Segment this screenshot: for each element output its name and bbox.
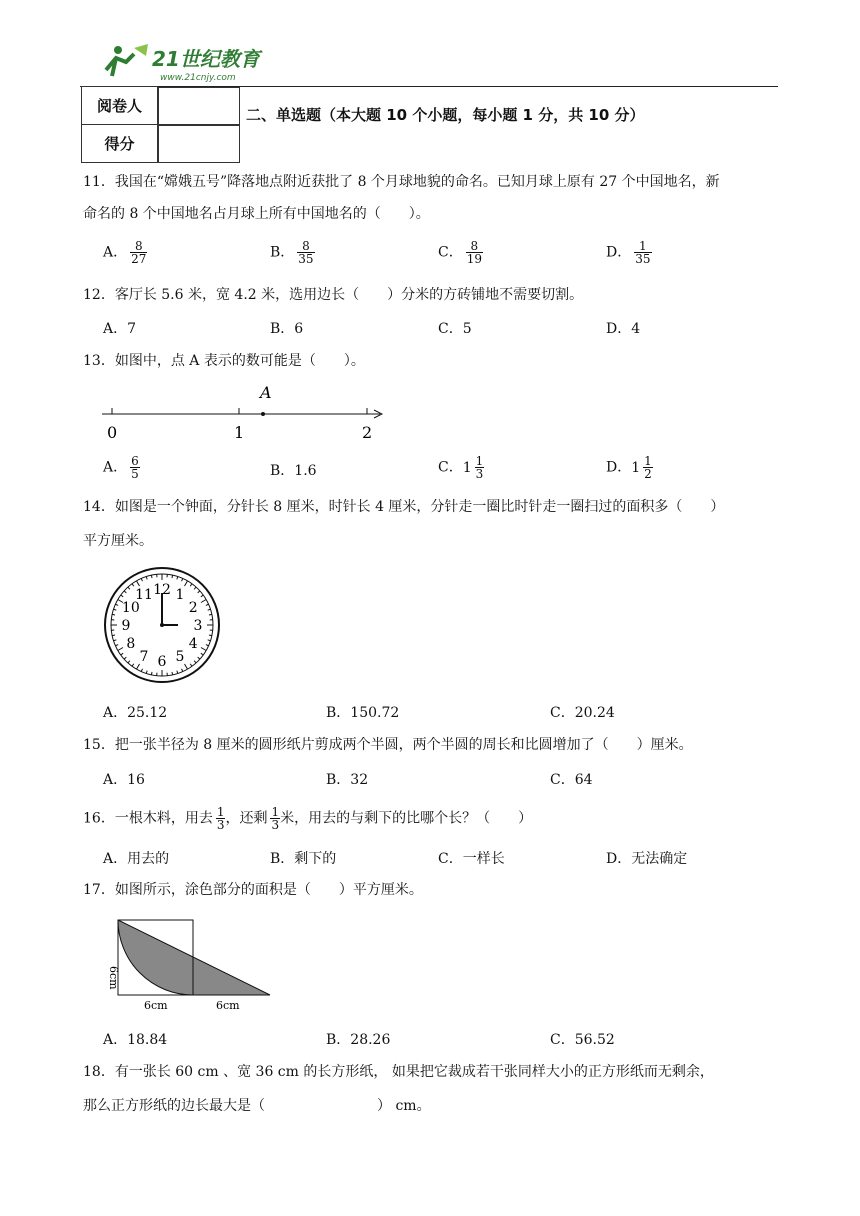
clock-tick [208,640,211,641]
score-label: 得分 [82,125,158,163]
logo-url: www.21cnjy.com [160,73,236,83]
clock-tick [137,581,140,586]
q14-line2: 平方厘米。 [83,533,153,549]
number-line-figure [98,378,388,444]
clock-tick [146,576,147,579]
clock-tick [182,578,183,581]
clock-tick [121,653,123,655]
q13-option-a[interactable]: A． $\frac{6}{5}$ [103,454,139,481]
clock-tick [182,669,183,672]
clock-tick [113,640,116,641]
q11-line1: 11．我国在“嫦娥五号”降落地点附近获批了 8 个月球地貌的命名。已知月球上原有 27 个中国地名，新 [83,174,720,190]
clock-tick [206,604,209,605]
clock-tick [194,587,196,589]
q12-option-a[interactable]: A．7 [103,321,137,337]
q12-text: 12．客厅长 5.6 米，宽 4.2 米，选用边长（ ）分米的方砖铺地不需要切割。 [83,287,584,303]
shaded-area-figure [98,912,278,1016]
clock-number: 8 [126,636,136,652]
q15-text: 15．把一张半径为 8 厘米的圆形纸片剪成两个半圆，两个半圆的周长和比圆增加了（ ）厘米。 [83,737,693,753]
clock-tick [141,578,142,581]
bottom-left-label: 6cm [144,999,168,1012]
logo [100,40,280,85]
tick-label-2: 2 [362,423,373,442]
clock-tick [112,635,115,636]
q17-option-c[interactable]: C．56.52 [550,1032,615,1048]
clock-number: 12 [153,582,171,598]
bottom-right-label: 6cm [216,999,240,1012]
q14-line1: 14．如图是一个钟面，分针长 8 厘米，时针长 4 厘米，分针走一圈比时针走一圈扫过的面积多（ ） [83,499,725,515]
section-title: 二、单选题（本大题 10 个小题，每小题 1 分，共 10 分） [246,106,645,124]
tick-label-0: 0 [107,423,118,442]
clock-tick [172,672,173,675]
clock-tick [128,587,130,589]
clock-tick [198,657,200,659]
clock-tick [115,645,118,646]
q11-option-c[interactable]: C． $\frac{8}{19}$ [438,239,482,266]
clock-tick [112,614,115,615]
clock-tick [209,614,212,615]
clock-tick [201,648,206,651]
clock-tick [209,635,212,636]
clock-tick [151,672,152,675]
clock-number: 1 [175,586,185,603]
side-label: 6cm [107,966,120,990]
clock-number: 2 [188,600,198,616]
clock-number: 4 [188,636,198,652]
q13-option-d[interactable]: D．1 $\frac{1}{2}$ [606,454,652,481]
clock-tick [121,595,123,597]
q17-text: 17．如图所示，涂色部分的面积是（ ）平方厘米。 [83,882,423,898]
q11-line2: 命名的 8 个中国地名占月球上所有中国地名的（ ）。 [83,206,430,222]
q18-line1: 18．有一张长 60 cm 、宽 36 cm 的长方形纸， 如果把它裁成若干张同样大小的正方形纸而无剩余， [83,1064,714,1080]
q16-option-c[interactable]: C．一样长 [438,851,505,867]
q14-option-a[interactable]: A．25.12 [103,705,168,721]
clock-tick [118,648,123,651]
clock-tick [208,609,211,610]
clock-figure [102,565,222,685]
q17-option-a[interactable]: A．18.84 [103,1032,168,1048]
clock-tick [185,664,188,669]
clock-number: 10 [121,600,140,616]
q18-line2: 那么正方形纸的边长最大是（ ） cm。 [83,1098,431,1114]
grader-label: 阅卷人 [82,87,158,125]
clock-tick [198,591,200,593]
point-a [261,412,265,416]
q13-option-b[interactable]: B．1.6 [270,463,317,479]
clock-tick [172,575,173,578]
grader-cell[interactable] [158,87,240,125]
q11-option-b[interactable]: B． $\frac{8}{35}$ [270,239,314,266]
clock-tick [113,609,116,610]
q16-option-d[interactable]: D．无法确定 [606,851,688,867]
clock-tick [201,600,206,603]
clock-tick [206,645,209,646]
clock-tick [190,664,192,666]
clock-tick [124,591,126,593]
clock-tick [151,575,152,578]
clock-number: 6 [157,654,167,670]
q12-option-b[interactable]: B．6 [270,321,304,337]
q15-option-a[interactable]: A．16 [103,772,145,788]
point-a-label: A [260,383,272,402]
clock-tick [177,576,178,579]
clock-number: 9 [121,618,131,634]
clock-tick [141,669,142,672]
clock-tick [128,661,130,663]
q11-option-d[interactable]: D． $\frac{1}{35}$ [606,239,651,266]
clock-tick [132,584,134,586]
score-cell[interactable] [158,125,240,163]
tick-label-1: 1 [234,423,245,442]
score-table [81,86,241,163]
clock-number: 5 [175,649,185,666]
q14-option-b[interactable]: B．150.72 [326,705,400,721]
q13-option-c[interactable]: C．1 $\frac{1}{3}$ [438,454,484,481]
clock-tick [201,653,203,655]
runner-logo-icon [106,44,148,76]
clock-tick [132,664,134,666]
clock-tick [185,581,188,586]
clock-tick [115,604,118,605]
q16-option-a[interactable]: A．用去的 [103,851,170,867]
clock-tick [190,584,192,586]
clock-number: 11 [135,586,153,603]
q16-text: 16．一根木料，用去 $\frac{1}{3}$ ，还剩 $\frac{1}{3}$ 米，用去的与剩下的比哪个长？（ ） [83,805,533,832]
clock-tick [124,657,126,659]
clock-number: 3 [193,618,203,634]
q14-option-c[interactable]: C．20.24 [550,705,615,721]
q15-option-b[interactable]: B．32 [326,772,369,788]
q17-option-b[interactable]: B．28.26 [326,1032,391,1048]
q16-option-b[interactable]: B．剩下的 [270,851,337,867]
clock-tick [194,661,196,663]
logo-brand: 21世纪教育 [152,47,260,71]
q12-option-d[interactable]: D．4 [606,321,641,337]
q13-text: 13．如图中，点 A 表示的数可能是（ ）。 [83,353,365,369]
clock-tick [177,671,178,674]
clock-tick [201,595,203,597]
q12-option-c[interactable]: C．5 [438,321,472,337]
clock-number: 7 [139,649,149,666]
q15-option-c[interactable]: C．64 [550,772,593,788]
clock-tick [146,671,147,674]
q11-option-a[interactable]: A． $\frac{8}{27}$ [103,239,147,266]
